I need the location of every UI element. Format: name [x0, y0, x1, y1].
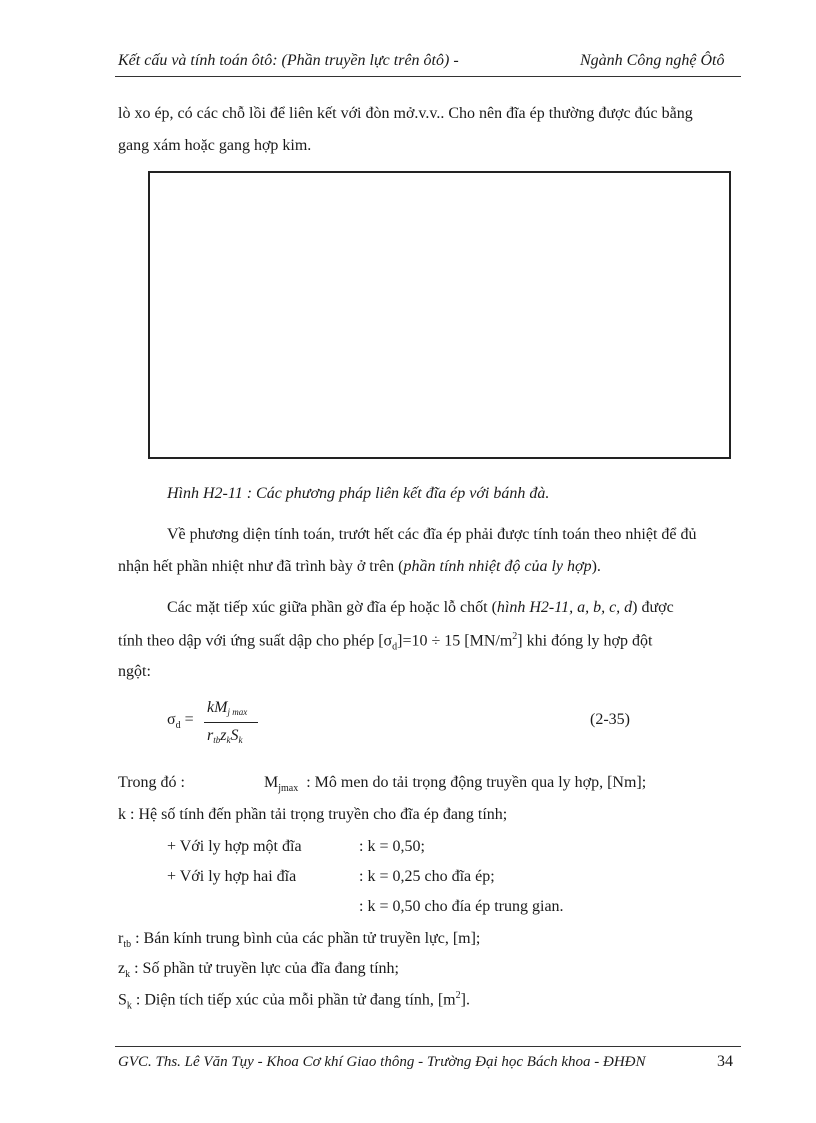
- body-line-1: lò xo ép, có các chỗ lồi để liên kết với đòn mở.v.v.. Cho nên đĩa ép thường được đúc bằng: [118, 105, 693, 122]
- formula-denominator: [207, 727, 242, 745]
- formula-z-sub: k: [226, 735, 231, 745]
- header-rule: [115, 76, 741, 77]
- formula-sigma-sub: d: [175, 720, 181, 732]
- definition-s-sup: 2: [455, 990, 461, 1001]
- stress-subscript: d: [392, 641, 398, 653]
- definition-r: [118, 930, 480, 950]
- stress-text-c: ] khi đóng ly hợp đột: [517, 632, 653, 650]
- definition-s-symbol: S: [118, 991, 127, 1009]
- running-header-department: Ngành Công nghệ Ôtô: [580, 52, 725, 69]
- stress-text-b: ]=10 ÷ 15 [MN/m: [397, 632, 513, 650]
- unit-superscript: 2: [512, 631, 518, 642]
- paragraph-2-line-3: ngột:: [118, 663, 151, 680]
- definition-k: k : Hệ số tính đến phần tải trọng truyền cho đĩa ép đang tính;: [118, 806, 508, 823]
- footer-rule: [115, 1046, 741, 1047]
- definition-s-end: ].: [460, 991, 470, 1009]
- formula-lhs: [167, 711, 194, 731]
- paragraph-1-italic-ref: phần tính nhiệt độ của ly hợp: [403, 558, 592, 575]
- definition-m-desc: : Mô men do tải trọng động truyền qua ly hợp, [Nm];: [306, 774, 647, 791]
- definition-s-desc: : Diện tích tiếp xúc của mỗi phần tử đang tính, [m: [131, 991, 456, 1009]
- definition-m-sub: jmax: [278, 783, 299, 795]
- definition-z: [118, 960, 399, 980]
- formula-equals: =: [184, 711, 194, 728]
- formula-s-sub: k: [238, 735, 243, 745]
- page-number: 34: [717, 1053, 733, 1070]
- stress-text-a: tính theo dập với ứng suất dập cho phép [σ: [118, 632, 393, 650]
- definition-r-sub: tb: [123, 939, 132, 951]
- figure-caption: Hình H2-11 : Các phương pháp liên kết đĩa ép với bánh đà.: [167, 485, 550, 502]
- double-disc-value-2: : k = 0,50 cho đía ép trung gian.: [359, 898, 564, 915]
- definition-z-sub: k: [125, 969, 131, 981]
- definition-m: [264, 774, 646, 794]
- formula-fraction-line: [204, 722, 258, 723]
- definition-r-symbol: r: [118, 930, 124, 947]
- formula-r: r: [207, 727, 214, 744]
- definition-r-desc: : Bán kính trung bình của các phần tử truyền lực, [m];: [131, 930, 481, 947]
- paragraph-1-end: ).: [591, 558, 601, 575]
- definition-m-symbol: M: [264, 774, 279, 791]
- definition-s: [118, 990, 470, 1012]
- formula-z: z: [220, 727, 227, 744]
- paragraph-1-text: nhận hết phần nhiệt như đã trình bày ở trên (: [118, 558, 404, 575]
- formula-numerator: [207, 699, 247, 717]
- formula-sigma: σ: [167, 711, 176, 728]
- paragraph-1-line-2: [118, 558, 601, 576]
- formula-kM: kM: [207, 699, 228, 716]
- definition-s-sub: k: [126, 1000, 132, 1012]
- single-disc-value: : k = 0,50;: [359, 838, 425, 855]
- definition-z-desc: : Số phần tử truyền lực của đĩa đang tính;: [130, 960, 399, 977]
- footer-author: GVC. Ths. Lê Văn Tụy - Khoa Cơ khí Giao thông - Trường Đại học Bách khoa - ĐHĐN: [118, 1054, 646, 1070]
- definition-z-symbol: z: [118, 960, 126, 977]
- double-disc-value: : k = 0,25 cho đĩa ép;: [359, 868, 495, 885]
- paragraph-2-line-1: [167, 599, 674, 617]
- paragraph-2-figure-ref: hình H2-11, a, b, c, d: [496, 599, 633, 616]
- double-disc-label: + Với ly hợp hai đĩa: [167, 868, 297, 885]
- paragraph-2-text: Các mặt tiếp xúc giữa phần gờ đĩa ép hoặc lỗ chốt (: [167, 599, 497, 616]
- formula-number: (2-35): [590, 711, 630, 728]
- paragraph-2-end: ) được: [632, 599, 674, 616]
- formula-numerator-sub: j max: [227, 707, 248, 717]
- running-header-title: Kết cấu và tính toán ôtô: (Phần truyền lực trên ôtô) -: [118, 52, 459, 69]
- body-line-2: gang xám hoặc gang hợp kim.: [118, 137, 312, 154]
- formula-r-sub: tb: [213, 735, 221, 745]
- single-disc-label: + Với ly hợp một đĩa: [167, 838, 302, 855]
- where-label: Trong đó :: [118, 774, 185, 791]
- figure-frame: [148, 171, 731, 459]
- paragraph-1-line-1: Về phương diện tính toán, trướt hết các đĩa ép phải được tính toán theo nhiệt để đủ: [167, 526, 697, 543]
- formula-s: S: [230, 727, 239, 744]
- paragraph-2-line-2: [118, 631, 652, 653]
